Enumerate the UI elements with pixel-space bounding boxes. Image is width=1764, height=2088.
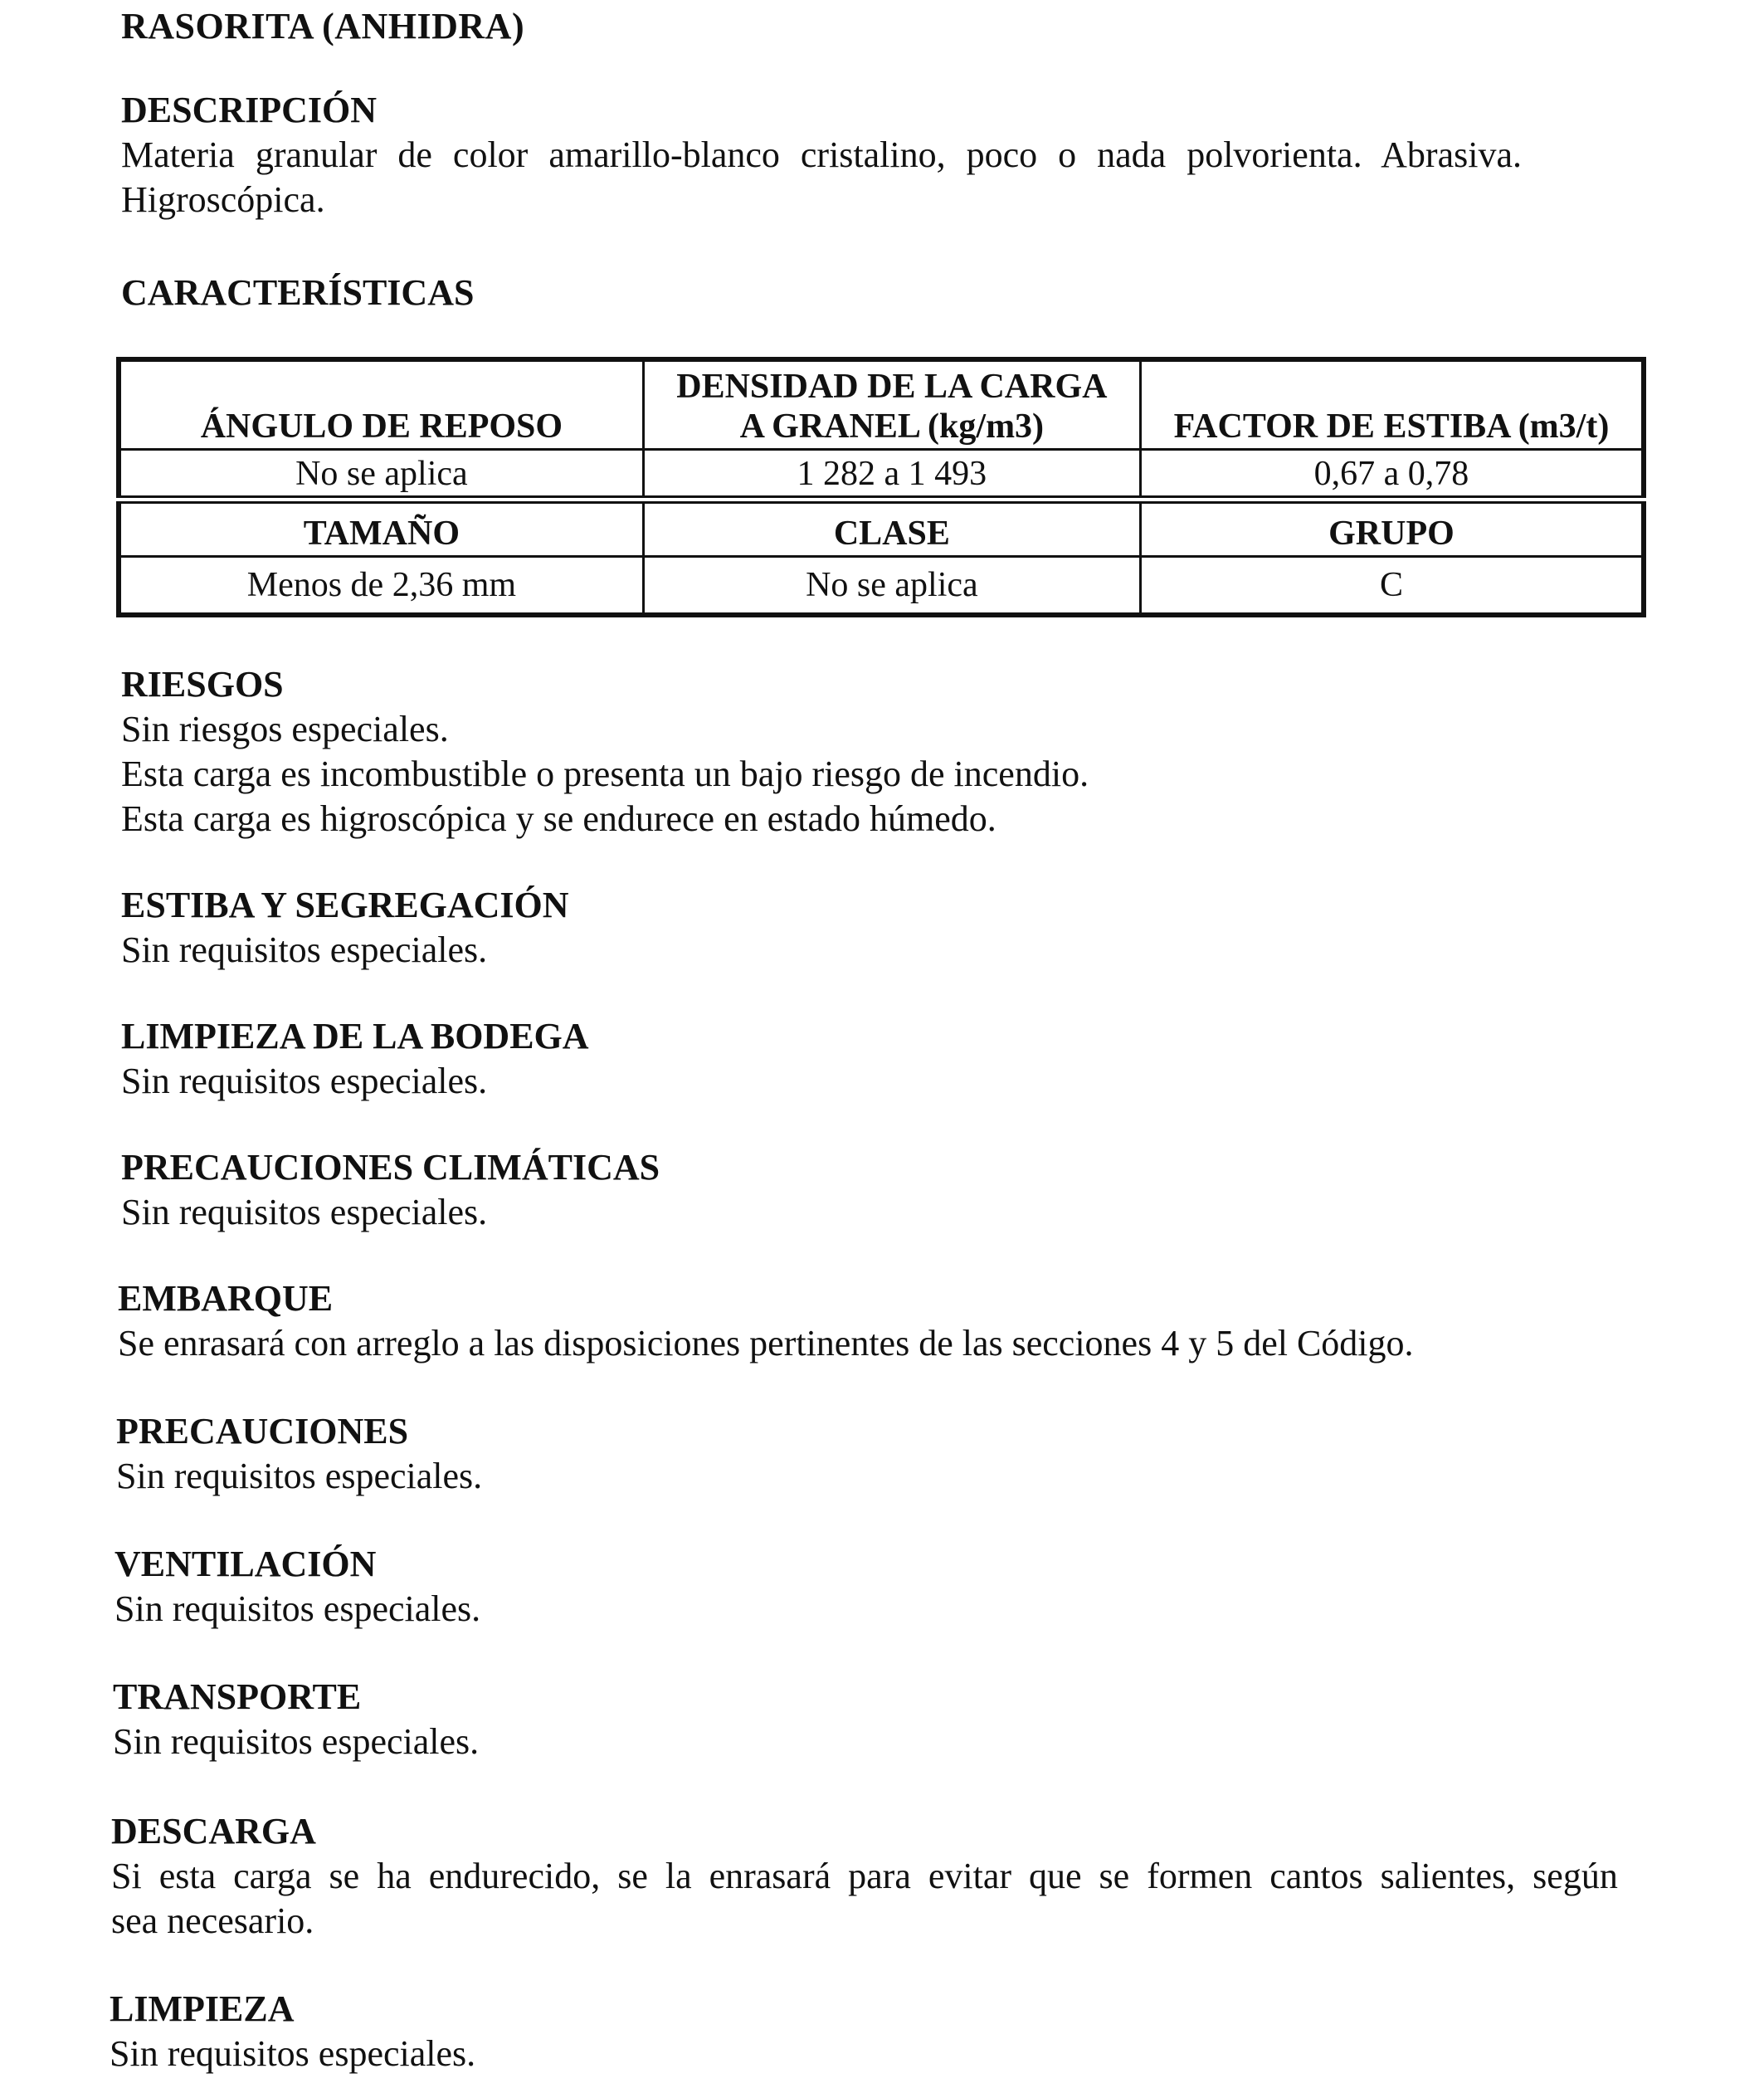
table-cell-densidad-value: 1 282 a 1 493 — [643, 450, 1140, 500]
precauciones-climaticas-text: Sin requisitos especiales. — [121, 1192, 488, 1232]
section-precauciones-climaticas — [121, 1145, 1631, 1235]
limpieza-bodega-text: Sin requisitos especiales. — [121, 1061, 488, 1101]
section-estiba — [121, 883, 1631, 973]
section-descarga — [111, 1809, 1625, 1944]
embarque-heading: EMBARQUE — [118, 1278, 334, 1319]
table-header-densidad — [643, 359, 1140, 450]
table-header-tamano: TAMAÑO — [119, 500, 643, 557]
table-cell-tamano-value: Menos de 2,36 mm — [119, 557, 643, 616]
riesgos-line-2: Esta carga es incombustible o presenta un bajo riesgo de incendio. — [121, 754, 1089, 794]
table-header-clase: CLASE — [643, 500, 1140, 557]
table-row — [119, 557, 1644, 616]
descripcion-text-line2: Higroscópica. — [121, 179, 325, 220]
riesgos-line-3: Esta carga es higroscópica y se endurece en estado húmedo. — [121, 798, 997, 839]
descarga-text-line2: sea necesario. — [111, 1900, 314, 1941]
descripcion-heading: DESCRIPCIÓN — [121, 90, 378, 130]
section-riesgos — [121, 662, 1631, 842]
descarga-heading: DESCARGA — [111, 1811, 316, 1851]
section-limpieza — [110, 1987, 1620, 2076]
section-ventilacion — [115, 1542, 1625, 1632]
ventilacion-text: Sin requisitos especiales. — [115, 1588, 481, 1629]
table-header-densidad-line2: A GRANEL (kg/m3) — [739, 407, 1045, 446]
page-title: RASORITA (ANHIDRA) — [121, 6, 525, 46]
section-transporte — [113, 1675, 1623, 1764]
precauciones-heading: PRECAUCIONES — [116, 1411, 409, 1451]
table-cell-clase-value: No se aplica — [643, 557, 1140, 616]
limpieza-heading: LIMPIEZA — [110, 1988, 295, 2029]
transporte-text: Sin requisitos especiales. — [113, 1721, 480, 1762]
riesgos-heading: RIESGOS — [121, 664, 284, 705]
table-row — [119, 450, 1644, 500]
descripcion-text-line1: Materia granular de color amarillo-blanco cristalino, poco o nada polvorienta. Abrasiva. — [121, 134, 1522, 175]
section-precauciones — [116, 1409, 1626, 1499]
table-cell-grupo-value: C — [1140, 557, 1644, 616]
table-cell-angulo-value: No se aplica — [119, 450, 643, 500]
descarga-text-line1: Si esta carga se ha endurecido, se la enrasará para evitar que se formen cantos salientes, según — [111, 1856, 1618, 1896]
table-header-grupo: GRUPO — [1140, 500, 1644, 557]
table-cell-factor-value: 0,67 a 0,78 — [1140, 450, 1644, 500]
section-embarque — [118, 1276, 1628, 1366]
section-limpieza-bodega — [121, 1014, 1631, 1104]
estiba-text: Sin requisitos especiales. — [121, 929, 488, 970]
table-header-angulo: ÁNGULO DE REPOSO — [119, 359, 643, 450]
limpieza-bodega-heading: LIMPIEZA DE LA BODEGA — [121, 1016, 589, 1056]
transporte-heading: TRANSPORTE — [113, 1676, 362, 1717]
limpieza-text: Sin requisitos especiales. — [110, 2033, 476, 2074]
table-header-factor: FACTOR DE ESTIBA (m3/t) — [1140, 359, 1644, 450]
embarque-text: Se enrasará con arreglo a las disposiciones pertinentes de las secciones 4 y 5 del Código. — [118, 1323, 1414, 1364]
caracteristicas-heading: CARACTERÍSTICAS — [121, 272, 475, 313]
precauciones-climaticas-heading: PRECAUCIONES CLIMÁTICAS — [121, 1147, 660, 1188]
precauciones-text: Sin requisitos especiales. — [116, 1456, 483, 1496]
characteristics-table — [116, 357, 1646, 617]
ventilacion-heading: VENTILACIÓN — [115, 1544, 377, 1584]
table-header-row-2 — [119, 500, 1644, 557]
riesgos-line-1: Sin riesgos especiales. — [121, 709, 449, 749]
table-header-row-1 — [119, 359, 1644, 450]
table-header-densidad-line1: DENSIDAD DE LA CARGA — [676, 368, 1108, 406]
section-caracteristicas — [121, 271, 1631, 315]
estiba-heading: ESTIBA Y SEGREGACIÓN — [121, 885, 569, 925]
section-descripcion — [121, 88, 1631, 222]
